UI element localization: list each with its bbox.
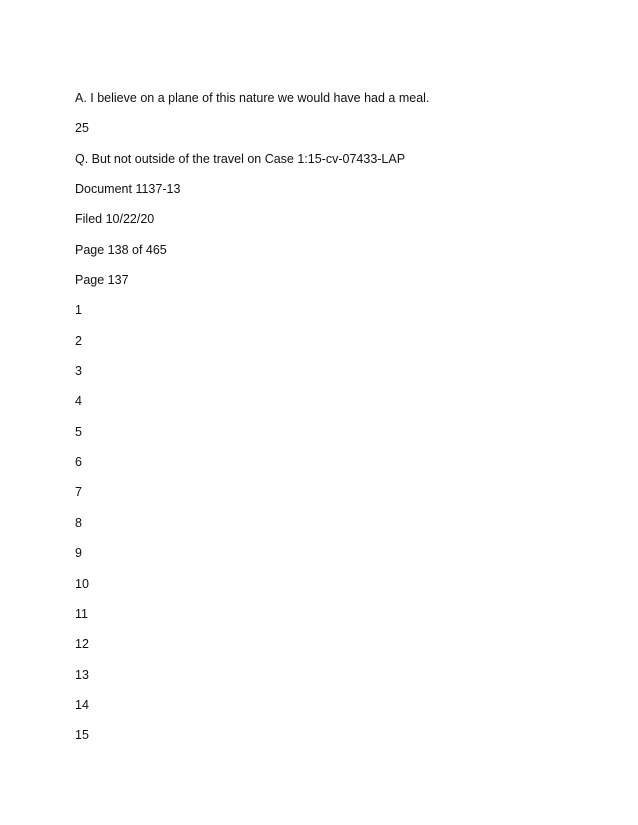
document-text-block (75, 90, 615, 758)
text-line-number: 15 (75, 728, 89, 743)
text-line-number: 14 (75, 697, 89, 712)
text-line-number: 1 (75, 303, 82, 318)
text-line-testimony-answer: A. I believe on a plane of this nature we would have had a meal. (75, 91, 430, 105)
text-line-number: 12 (75, 637, 89, 652)
text-line-number: 3 (75, 364, 82, 379)
text-line-number: 25 (75, 121, 89, 136)
text-line-number: 11 (75, 606, 88, 621)
text-line-page-of-total: Page 138 of 465 (75, 242, 167, 257)
text-line-number: 5 (75, 424, 82, 439)
text-line-number: 7 (75, 485, 82, 500)
text-line-filed-date: Filed 10/22/20 (75, 212, 155, 227)
text-line-number: 2 (75, 333, 82, 348)
text-line-number: 13 (75, 667, 89, 682)
text-line-number: 4 (75, 394, 82, 409)
text-line-number: 10 (75, 576, 89, 591)
text-line-transcript-page: Page 137 (75, 273, 129, 288)
text-line-document-number: Document 1137-13 (75, 182, 181, 197)
text-line-number: 9 (75, 546, 82, 561)
text-line-testimony-question: Q. But not outside of the travel on Case 1:15-cv-07433-LAP (75, 151, 406, 166)
text-line-number: 8 (75, 515, 82, 530)
text-line-number: 6 (75, 455, 82, 470)
